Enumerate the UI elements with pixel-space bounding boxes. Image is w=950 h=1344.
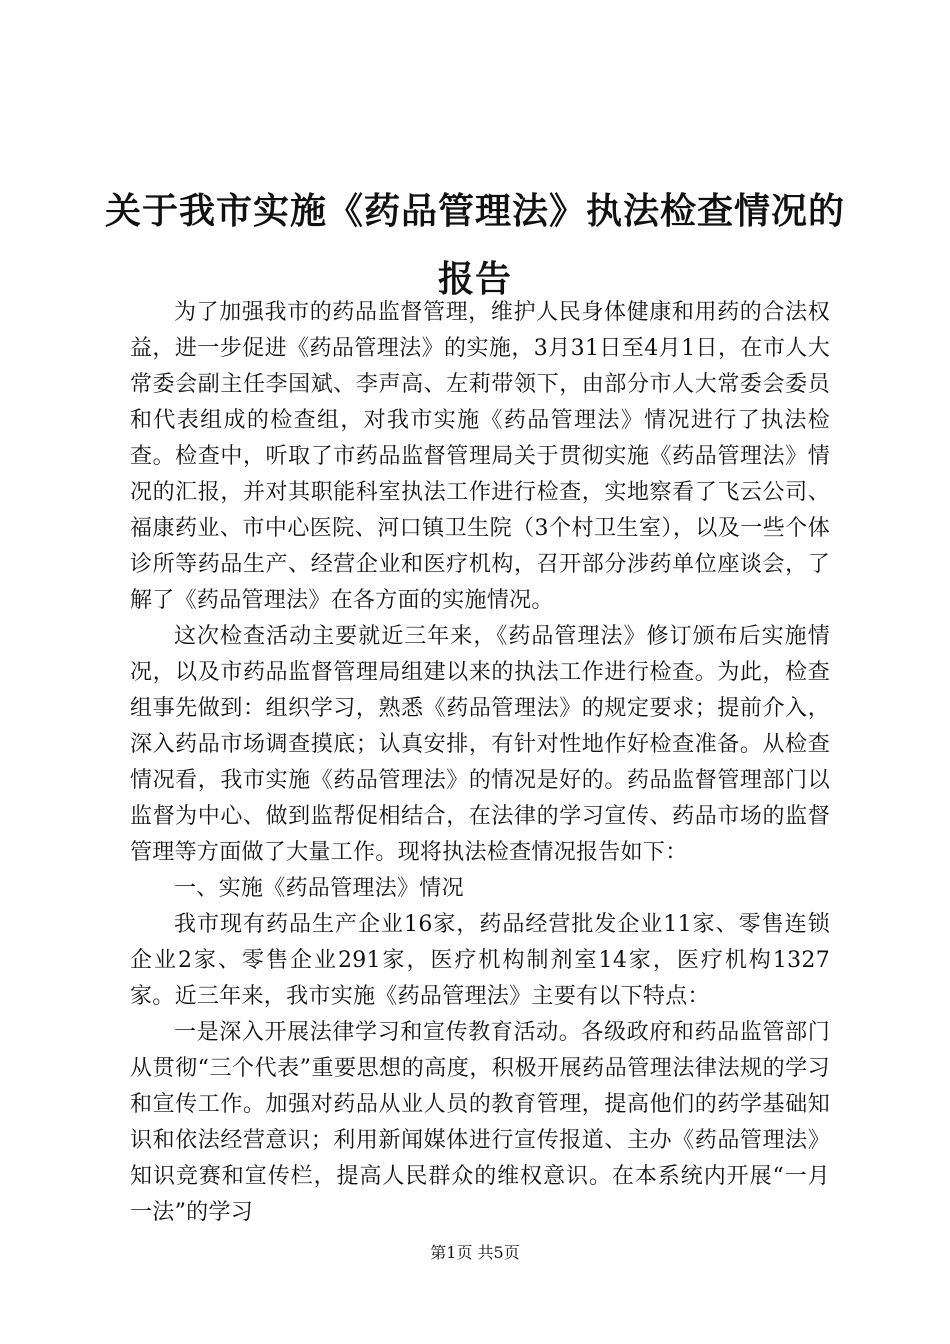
document-title: 关于我市实施《药品管理法》执法检查情况的报告 bbox=[104, 191, 845, 300]
paragraph-intro: 为了加强我市的药品监督管理，维护人民身体健康和用药的合法权益，进一步促进《药品管理法》的实施，3月31日至4月1日，在市人大常委会副主任李国斌、李声高、左莉带领下，由部分市人大常委会委员和代表组成的检查组，对我市实施《药品管理法》情况进行了执法检查。检查中，听取了市药品监督管理局关于贯彻实施《药品管理法》情况的汇报，并对其职能科室执法工作进行检查，实地察看了飞云公司、福康药业、市中心医院、河口镇卫生院（3个村卫生室），以及一些个体诊所等药品生产、经营企业和医疗机构，召开部分涉药单位座谈会，了解了《药品管理法》在各方面的实施情况。 bbox=[130, 300, 830, 613]
document-body bbox=[130, 295, 830, 1231]
paragraph-legal-education: 一是深入开展法律学习和宣传教育活动。各级政府和药品监管部门从贯彻“三个代表”重要思想的高度，积极开展药品管理法律法规的学习和宣传工作。加强对药品从业人员的教育管理，提高他们的药学基础知识和依法经营意识；利用新闻媒体进行宣传报道、主办《药品管理法》知识竞赛和宣传栏，提高人民群众的维权意识。在本系统内开展“一月一法”的学习 bbox=[130, 1020, 830, 1225]
paragraph-enterprise-stats: 我市现有药品生产企业16家，药品经营批发企业11家、零售连锁企业2家、零售企业291家，医疗机构制剂室14家，医疗机构1327家。近三年来，我市实施《药品管理法》主要有以下特点： bbox=[130, 912, 830, 1009]
paragraph-inspection-overview: 这次检查活动主要就近三年来，《药品管理法》修订颁布后实施情况，以及市药品监督管理局组建以来的执法工作进行检查。为此，检查组事先做到：组织学习，熟悉《药品管理法》的规定要求；提前介入，深入药品市场调查摸底；认真安排，有针对性地作好检查准备。从检查情况看，我市实施《药品管理法》的情况是好的。药品监督管理部门以监督为中心、做到监帮促相结合，在法律的学习宣传、药品市场的监督管理等方面做了大量工作。现将执法检查情况报告如下： bbox=[130, 624, 830, 865]
section-heading-implementation: 一、实施《药品管理法》情况 bbox=[174, 876, 464, 901]
page-number-footer: 第1页 共5页 bbox=[430, 1243, 520, 1262]
